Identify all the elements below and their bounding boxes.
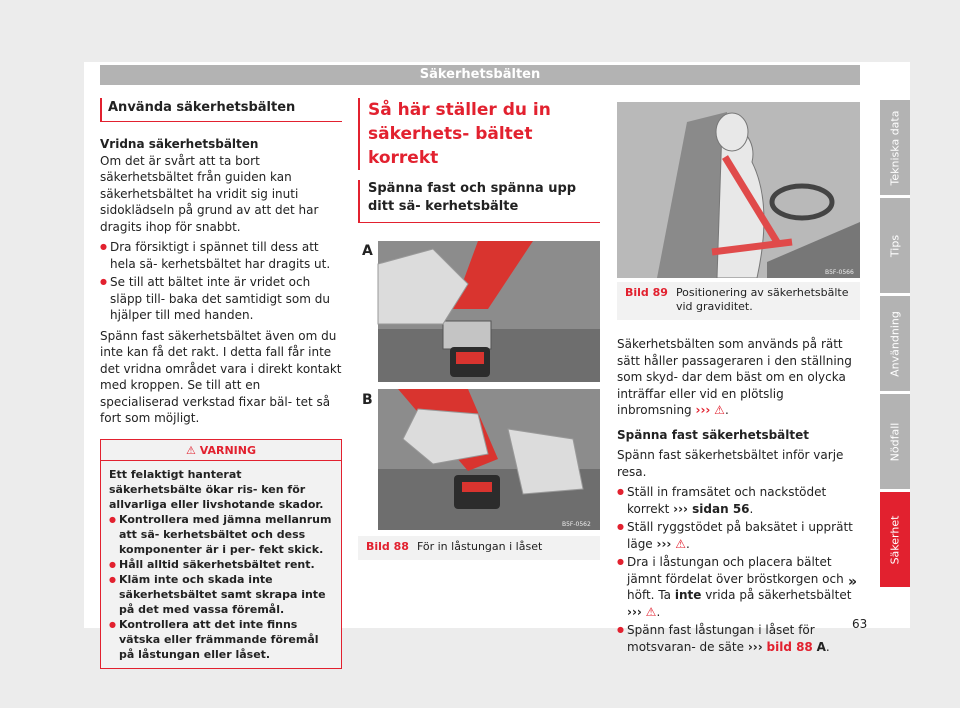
- caption-text: Positionering av säkerhetsbälte vid graviditet.: [675, 286, 849, 313]
- arrow-ref-icon: ›››: [656, 536, 672, 551]
- warning-triangle-icon: ⚠: [645, 604, 657, 619]
- warning-triangle-icon: ⚠: [675, 536, 686, 551]
- tab-label: Tekniska data: [888, 110, 902, 185]
- tab-sakerhet[interactable]: [880, 492, 910, 587]
- caption-label: Bild 88: [366, 540, 409, 553]
- bullet: ● Spänn fast låstungan i låset för motsvaran- de säte ››› bild 88 A.: [617, 622, 860, 655]
- figure-code: B5F-0562: [562, 521, 591, 528]
- main-title: Så här ställer du in säkerhets- bältet korrekt: [358, 98, 600, 170]
- warning-bullet: ● Håll alltid säkerhetsbältet rent.: [109, 557, 333, 572]
- bullet-text: Dra i låstungan och placera bältet jämnt fördelat över bröstkorgen och höft. Ta: [627, 555, 844, 602]
- arrow-ref-icon: ›››: [695, 403, 711, 417]
- page-reference[interactable]: sidan 56: [692, 501, 750, 516]
- bullet: ● Dra i låstungan och placera bältet jämnt fördelat över bröstkorgen och höft. Ta inte vrida på säkerhetsbältet ››› ⚠.: [617, 554, 860, 620]
- tab-tekniska-data[interactable]: [880, 100, 910, 195]
- bullet-text: Spänn fast låstungan i låset för motsvaran- de säte: [627, 623, 815, 654]
- warning-title: VARNING: [199, 443, 256, 457]
- caption-text: För in låstungan i låset: [416, 540, 543, 553]
- tab-label: Tips: [888, 234, 902, 257]
- warning-triangle-icon: ⚠: [714, 403, 725, 417]
- warning-triangle-icon: ⚠: [185, 443, 196, 457]
- figure-code: B5F-0566: [825, 269, 854, 276]
- column-3: [617, 98, 860, 655]
- buckle-illustration: [358, 239, 600, 532]
- column-2: [358, 98, 600, 560]
- figure-reference-part: A: [816, 639, 826, 654]
- outro-paragraph: Spänn fast säkerhetsbältet även om du inte kan få det rakt. I detta fall får inte det vridna området vara i direkt kontakt med kroppen. Se till att en specialiserad verkstad fixar bäl- tet så fort som möjligt.: [100, 328, 342, 425]
- page-number: 63: [852, 617, 868, 631]
- tab-label: Användning: [888, 310, 902, 377]
- section-title: Använda säkerhetsbälten: [100, 98, 342, 122]
- bullet-text: vrida på säkerhetsbältet: [705, 588, 852, 602]
- continue-icon: »: [848, 574, 858, 590]
- figure-reference[interactable]: bild 88: [766, 639, 813, 654]
- bullet: ● Ställ in framsätet och nackstödet korrekt ››› sidan 56.: [617, 484, 860, 517]
- warning-intro: Ett felaktigt hanterat säkerhetsbälte ökar ris- ken för allvarliga eller livshotande skador.: [109, 467, 324, 511]
- tab-label: Nödfall: [888, 422, 902, 461]
- paragraph: Säkerhetsbälten som används på rätt sätt håller passageraren i den ställning som skyd- dar dem bäst om en olycka inträffar eller vid en plötslig inbromsning ››› ⚠.: [617, 337, 852, 417]
- tab-label: Säkerhet: [888, 515, 902, 564]
- tab-tips[interactable]: [880, 198, 910, 293]
- arrow-ref-icon: ›››: [673, 501, 688, 516]
- arrow-ref-icon: ›››: [627, 604, 642, 619]
- figure-label-a: A: [362, 243, 373, 259]
- arrow-ref-icon: ›››: [747, 639, 763, 654]
- tab-nodfall[interactable]: [880, 394, 910, 489]
- bullet-text: Ställ in framsätet och nackstödet korrekt: [627, 485, 827, 516]
- tab-anvandning[interactable]: [880, 296, 910, 391]
- bullet: ● Ställ ryggstödet på baksätet i upprätt läge ››› ⚠.: [617, 519, 860, 552]
- warning-bullet: ● Kontrollera att det inte finns vätska eller främmande föremål på låstungan eller låset.: [109, 617, 333, 662]
- pregnancy-illustration: [617, 102, 860, 278]
- bold-word: inte: [674, 588, 702, 602]
- figure-89: [617, 102, 860, 320]
- subheading: Spänna fast säkerhetsbältet: [617, 427, 809, 442]
- figure-caption: [617, 282, 860, 320]
- caption-label: Bild 89: [625, 286, 668, 299]
- bullet-text: Ställ ryggstödet på baksätet i upprätt läge: [627, 520, 853, 551]
- figure-caption: [358, 536, 600, 560]
- warning-bullet: ● Kläm inte och skada inte säkerhetsbältet samt skrapa inte på det med vassa föremål.: [109, 572, 333, 617]
- figure-label-b: B: [362, 392, 373, 408]
- paragraph: Spänn fast säkerhetsbältet inför varje resa.: [617, 448, 844, 479]
- sub-title: Spänna fast och spänna upp ditt sä- kerhetsbälte: [358, 180, 600, 223]
- warning-header: [101, 440, 341, 461]
- bullet: ● Se till att bältet inte är vridet och släpp till- baka det samtidigt som du hjälper till med handen.: [100, 274, 342, 324]
- paragraph-text: Säkerhetsbälten som används på rätt sätt håller passageraren i den ställning som skyd- dar dem bäst om en olycka inträffar eller vid en plötslig inbromsning: [617, 337, 852, 417]
- figure-88: [358, 239, 600, 560]
- subheading: Vridna säkerhetsbälten: [100, 137, 259, 151]
- intro-paragraph: Om det är svårt att ta bort säkerhetsbältet från guiden kan säkerhetsbältet ha vridit sig inuti sidoklädseln på grund av att det har dragits ihop för snabbt.: [100, 153, 319, 234]
- warning-box: [100, 439, 342, 669]
- page-header: Säkerhetsbälten: [100, 65, 860, 85]
- column-1: [100, 98, 342, 669]
- warning-bullet: ● Kontrollera med jämna mellanrum att sä- kerhetsbältet och dess komponenter är i per- fekt skick.: [109, 512, 333, 557]
- bullet: ● Dra försiktigt i spännet till dess att hela sä- kerhetsbältet har dragits ut.: [100, 239, 342, 272]
